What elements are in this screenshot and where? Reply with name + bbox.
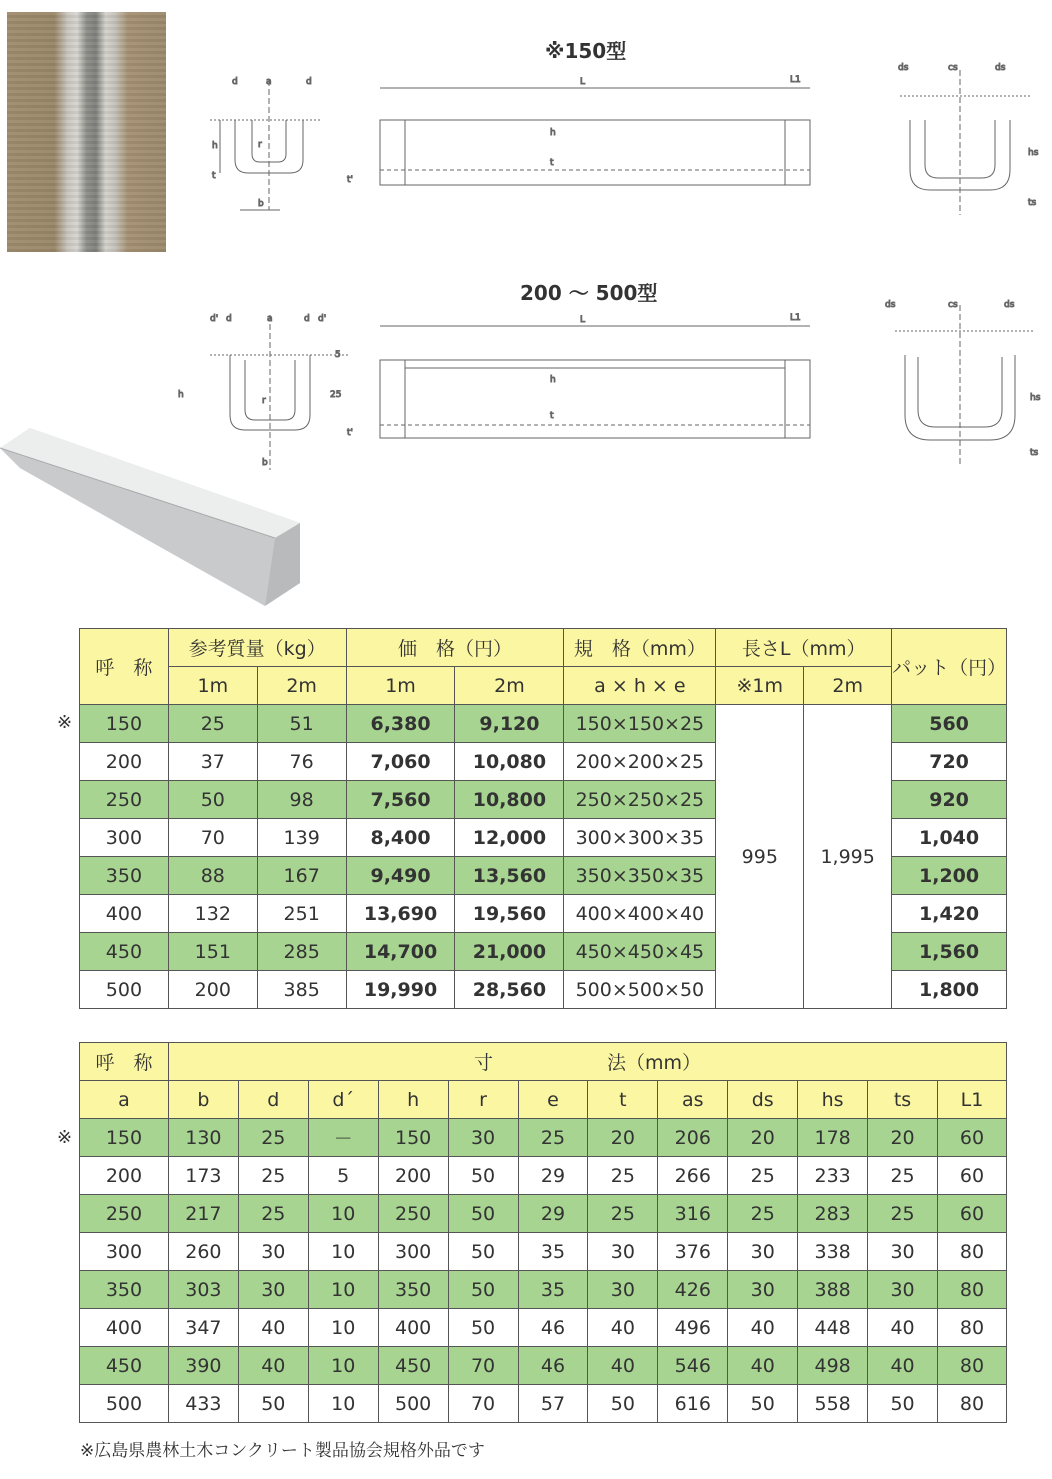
col-header-spec: 規 格（mm） (564, 629, 716, 667)
label-h-2: h (178, 390, 184, 400)
cell-a: 250 (80, 1195, 169, 1233)
label-a: a (266, 77, 272, 87)
nonstandard-mark-2: ※ (57, 1127, 73, 1148)
cell-hs: 338 (798, 1233, 868, 1271)
cell-d-prime: 5 (308, 1157, 378, 1195)
cell-as: 376 (658, 1233, 728, 1271)
label-t-side-2: t (550, 411, 554, 421)
label-d-prime-2: d' (318, 314, 327, 324)
label-t-side: t (550, 158, 554, 168)
cell-L1: 80 (938, 1271, 1007, 1309)
cell-hs: 233 (798, 1157, 868, 1195)
pad-section-150-drawing (880, 60, 1050, 220)
cell-price-1m: 8,400 (346, 819, 455, 857)
label-L1: L1 (790, 75, 801, 85)
cell-ts: 20 (868, 1119, 938, 1157)
col-header-length-2m: 2m (804, 667, 892, 705)
cell-price-1m: 13,690 (346, 895, 455, 933)
label-25: 25 (330, 390, 342, 400)
cell-h: 200 (378, 1157, 448, 1195)
col-header-L1: L1 (938, 1081, 1007, 1119)
cell-price-2m: 10,080 (455, 743, 564, 781)
cell-r: 50 (448, 1309, 518, 1347)
cell-pad: 1,800 (892, 971, 1007, 1009)
cell-name: 250 (80, 781, 169, 819)
cell-ds: 40 (728, 1347, 798, 1385)
cell-b: 390 (168, 1347, 238, 1385)
cell-spec: 300×300×35 (564, 819, 716, 857)
cell-spec: 400×400×40 (564, 895, 716, 933)
cell-price-2m: 9,120 (455, 705, 564, 743)
table-row (80, 1271, 1007, 1309)
label-d-prime: d' (210, 314, 219, 324)
col-header-d: d (238, 1081, 308, 1119)
cell-a: 150 (80, 1119, 169, 1157)
cell-pad: 720 (892, 743, 1007, 781)
cell-r: 30 (448, 1119, 518, 1157)
cell-r: 70 (448, 1385, 518, 1423)
cell-ds: 50 (728, 1385, 798, 1423)
cell-weight-2m: 167 (257, 857, 346, 895)
cell-h: 300 (378, 1233, 448, 1271)
col-header-name: 呼 称 (80, 1043, 169, 1081)
label-ts: ts (1028, 198, 1037, 208)
label-h-side-2: h (550, 375, 556, 385)
cell-L1: 80 (938, 1347, 1007, 1385)
cell-weight-1m: 37 (168, 743, 257, 781)
cell-price-2m: 28,560 (455, 971, 564, 1009)
cell-as: 616 (658, 1385, 728, 1423)
cell-d-prime: 10 (308, 1233, 378, 1271)
table-row (80, 1309, 1007, 1347)
cell-as: 546 (658, 1347, 728, 1385)
cell-pad: 560 (892, 705, 1007, 743)
cell-ds: 40 (728, 1309, 798, 1347)
label-ds-3: ds (1004, 300, 1015, 310)
cell-weight-1m: 70 (168, 819, 257, 857)
cell-L1: 80 (938, 1385, 1007, 1423)
cell-a: 200 (80, 1157, 169, 1195)
cell-d: 25 (238, 1119, 308, 1157)
col-header-t: t (588, 1081, 658, 1119)
cell-weight-2m: 76 (257, 743, 346, 781)
cell-pad: 1,420 (892, 895, 1007, 933)
cell-ds: 20 (728, 1119, 798, 1157)
cell-e: 25 (518, 1119, 588, 1157)
cell-L1: 60 (938, 1157, 1007, 1195)
cell-weight-2m: 98 (257, 781, 346, 819)
label-a-2: a (267, 314, 273, 324)
cell-b: 347 (168, 1309, 238, 1347)
cell-name: 200 (80, 743, 169, 781)
cell-t: 25 (588, 1195, 658, 1233)
col-header-length: 長さL（mm） (716, 629, 892, 667)
cell-r: 50 (448, 1157, 518, 1195)
nonstandard-mark: ※ (57, 712, 73, 733)
label-h-side: h (550, 128, 556, 138)
pad-section-200-500-drawing (880, 295, 1050, 470)
cell-a: 400 (80, 1309, 169, 1347)
col-header-weight-2m: 2m (257, 667, 346, 705)
cell-t: 40 (588, 1309, 658, 1347)
cell-name: 150 (80, 705, 169, 743)
installed-channel-photo (7, 12, 166, 252)
cell-weight-1m: 132 (168, 895, 257, 933)
cell-e: 46 (518, 1309, 588, 1347)
label-ts-2: ts (1030, 448, 1039, 458)
cell-d: 40 (238, 1309, 308, 1347)
cell-pad: 1,040 (892, 819, 1007, 857)
table-row (80, 705, 1007, 743)
cell-price-1m: 14,700 (346, 933, 455, 971)
label-t: t (212, 171, 216, 181)
col-header-dimensions: 寸 法（mm） (168, 1043, 1006, 1081)
cell-price-2m: 21,000 (455, 933, 564, 971)
label-h: h (212, 141, 218, 151)
cell-price-2m: 12,000 (455, 819, 564, 857)
col-header-ds: ds (728, 1081, 798, 1119)
cell-price-1m: 6,380 (346, 705, 455, 743)
cell-weight-1m: 88 (168, 857, 257, 895)
label-5: 5 (335, 350, 341, 360)
col-header-name: 呼 称 (80, 629, 169, 705)
cell-as: 426 (658, 1271, 728, 1309)
cell-spec: 150×150×25 (564, 705, 716, 743)
cell-weight-2m: 251 (257, 895, 346, 933)
cell-d: 25 (238, 1157, 308, 1195)
dimension-table (79, 1042, 1007, 1423)
cell-ts: 25 (868, 1157, 938, 1195)
cell-e: 46 (518, 1347, 588, 1385)
cell-weight-2m: 385 (257, 971, 346, 1009)
cell-r: 70 (448, 1347, 518, 1385)
cell-a: 300 (80, 1233, 169, 1271)
cell-ts: 25 (868, 1195, 938, 1233)
cell-b: 173 (168, 1157, 238, 1195)
cell-e: 29 (518, 1195, 588, 1233)
heading-type200-500: 200 〜 500型 (520, 281, 658, 305)
label-b-2: b (262, 458, 268, 468)
cell-b: 433 (168, 1385, 238, 1423)
col-header-a: a (80, 1081, 169, 1119)
cell-price-1m: 7,060 (346, 743, 455, 781)
side-view-150-drawing (345, 70, 835, 220)
cell-d: 25 (238, 1195, 308, 1233)
cross-section-150-drawing (180, 70, 330, 220)
cell-price-2m: 13,560 (455, 857, 564, 895)
cell-weight-1m: 25 (168, 705, 257, 743)
cell-spec: 350×350×35 (564, 857, 716, 895)
cell-spec: 200×200×25 (564, 743, 716, 781)
col-header-hs: hs (798, 1081, 868, 1119)
cell-t: 40 (588, 1347, 658, 1385)
cell-name: 400 (80, 895, 169, 933)
cell-b: 130 (168, 1119, 238, 1157)
cell-h: 450 (378, 1347, 448, 1385)
cell-a: 350 (80, 1271, 169, 1309)
cell-ts: 30 (868, 1271, 938, 1309)
heading-type150: ※150型 (545, 39, 627, 63)
cell-b: 217 (168, 1195, 238, 1233)
side-view-200-500-drawing (345, 310, 835, 470)
label-ds-2: ds (885, 300, 896, 310)
col-header-as: as (658, 1081, 728, 1119)
table-row (80, 1347, 1007, 1385)
cell-as: 496 (658, 1309, 728, 1347)
label-r: r (258, 140, 262, 150)
cell-e: 57 (518, 1385, 588, 1423)
cell-ts: 40 (868, 1347, 938, 1385)
col-header-weight: 参考質量（kg） (168, 629, 346, 667)
cell-h: 400 (378, 1309, 448, 1347)
cell-r: 50 (448, 1233, 518, 1271)
cell-h: 250 (378, 1195, 448, 1233)
col-header-d-prime: d´ (308, 1081, 378, 1119)
cell-weight-1m: 151 (168, 933, 257, 971)
cell-pad: 1,200 (892, 857, 1007, 895)
table-row (80, 1157, 1007, 1195)
label-hs-2: hs (1030, 393, 1041, 403)
label-d-3: d (304, 314, 310, 324)
cell-b: 303 (168, 1271, 238, 1309)
cell-e: 29 (518, 1157, 588, 1195)
cell-pad: 920 (892, 781, 1007, 819)
cell-d-prime: 10 (308, 1309, 378, 1347)
cell-t: 30 (588, 1271, 658, 1309)
cell-d: 40 (238, 1347, 308, 1385)
table-row (80, 1233, 1007, 1271)
cell-name: 450 (80, 933, 169, 971)
label-d: d (232, 77, 238, 87)
col-header-b: b (168, 1081, 238, 1119)
cell-price-2m: 10,800 (455, 781, 564, 819)
cell-h: 350 (378, 1271, 448, 1309)
label-L: L (580, 77, 586, 87)
table-row (80, 1119, 1007, 1157)
col-header-price-2m: 2m (455, 667, 564, 705)
cell-ds: 30 (728, 1271, 798, 1309)
cell-as: 206 (658, 1119, 728, 1157)
cell-as: 266 (658, 1157, 728, 1195)
table-row (80, 1195, 1007, 1233)
cell-L1: 60 (938, 1119, 1007, 1157)
cell-weight-2m: 285 (257, 933, 346, 971)
cell-hs: 178 (798, 1119, 868, 1157)
cell-a: 500 (80, 1385, 169, 1423)
col-header-price-1m: 1m (346, 667, 455, 705)
cell-price-1m: 19,990 (346, 971, 455, 1009)
cell-d-prime: 10 (308, 1271, 378, 1309)
cell-t: 25 (588, 1157, 658, 1195)
cell-ds: 30 (728, 1233, 798, 1271)
label-d-right: d (306, 77, 312, 87)
col-header-e: e (518, 1081, 588, 1119)
cell-spec: 250×250×25 (564, 781, 716, 819)
cell-as: 316 (658, 1195, 728, 1233)
cell-h: 500 (378, 1385, 448, 1423)
col-header-r: r (448, 1081, 518, 1119)
cell-hs: 558 (798, 1385, 868, 1423)
cell-spec: 500×500×50 (564, 971, 716, 1009)
cell-ds: 25 (728, 1195, 798, 1233)
table-row (80, 1385, 1007, 1423)
cell-length-1m: 995 (716, 705, 804, 1009)
cell-hs: 448 (798, 1309, 868, 1347)
label-t-prime: t' (347, 175, 354, 185)
cell-spec: 450×450×45 (564, 933, 716, 971)
label-ds: ds (898, 63, 909, 73)
col-header-length-1m: ※1m (716, 667, 804, 705)
label-L1-2: L1 (790, 313, 801, 323)
label-hs: hs (1028, 148, 1039, 158)
cell-a: 450 (80, 1347, 169, 1385)
cell-d: 30 (238, 1233, 308, 1271)
cell-d-prime: 10 (308, 1347, 378, 1385)
cell-price-1m: 7,560 (346, 781, 455, 819)
cell-d-prime: 10 (308, 1195, 378, 1233)
cell-t: 50 (588, 1385, 658, 1423)
cell-weight-2m: 139 (257, 819, 346, 857)
cell-weight-1m: 200 (168, 971, 257, 1009)
label-t-prime-2: t' (347, 428, 354, 438)
cell-b: 260 (168, 1233, 238, 1271)
footnote: ※広島県農林土木コンクリート製品協会規格外品です (80, 1441, 485, 1461)
cell-price-2m: 19,560 (455, 895, 564, 933)
cell-d-prime: 10 (308, 1385, 378, 1423)
cell-d: 30 (238, 1271, 308, 1309)
cell-L1: 80 (938, 1309, 1007, 1347)
cell-price-1m: 9,490 (346, 857, 455, 895)
cell-h: 150 (378, 1119, 448, 1157)
col-header-spec-sub: a × h × e (564, 667, 716, 705)
cell-ds: 25 (728, 1157, 798, 1195)
col-header-ts: ts (868, 1081, 938, 1119)
label-L-2: L (580, 315, 586, 325)
cell-L1: 60 (938, 1195, 1007, 1233)
col-header-weight-1m: 1m (168, 667, 257, 705)
cell-d-prime: － (308, 1119, 378, 1157)
cell-hs: 283 (798, 1195, 868, 1233)
cell-r: 50 (448, 1271, 518, 1309)
label-cs-2: cs (948, 300, 958, 310)
cross-section-200-500-drawing (170, 305, 360, 475)
cell-name: 300 (80, 819, 169, 857)
label-b: b (258, 199, 264, 209)
cell-hs: 498 (798, 1347, 868, 1385)
cell-ts: 50 (868, 1385, 938, 1423)
cell-t: 20 (588, 1119, 658, 1157)
cell-name: 500 (80, 971, 169, 1009)
price-table (79, 628, 1007, 1009)
cell-L1: 80 (938, 1233, 1007, 1271)
cell-weight-1m: 50 (168, 781, 257, 819)
col-header-price: 価 格（円） (346, 629, 564, 667)
cell-weight-2m: 51 (257, 705, 346, 743)
col-header-pad: パット（円） (892, 629, 1007, 705)
cell-pad: 1,560 (892, 933, 1007, 971)
label-r-2: r (262, 396, 266, 406)
label-ds-right: ds (995, 63, 1006, 73)
cell-hs: 388 (798, 1271, 868, 1309)
cell-e: 35 (518, 1271, 588, 1309)
col-header-h: h (378, 1081, 448, 1119)
cell-e: 35 (518, 1233, 588, 1271)
cell-ts: 40 (868, 1309, 938, 1347)
cell-ts: 30 (868, 1233, 938, 1271)
cell-t: 30 (588, 1233, 658, 1271)
label-cs: cs (948, 63, 958, 73)
cell-d: 50 (238, 1385, 308, 1423)
label-d-2: d (226, 314, 232, 324)
cell-length-2m: 1,995 (804, 705, 892, 1009)
cell-r: 50 (448, 1195, 518, 1233)
cell-name: 350 (80, 857, 169, 895)
